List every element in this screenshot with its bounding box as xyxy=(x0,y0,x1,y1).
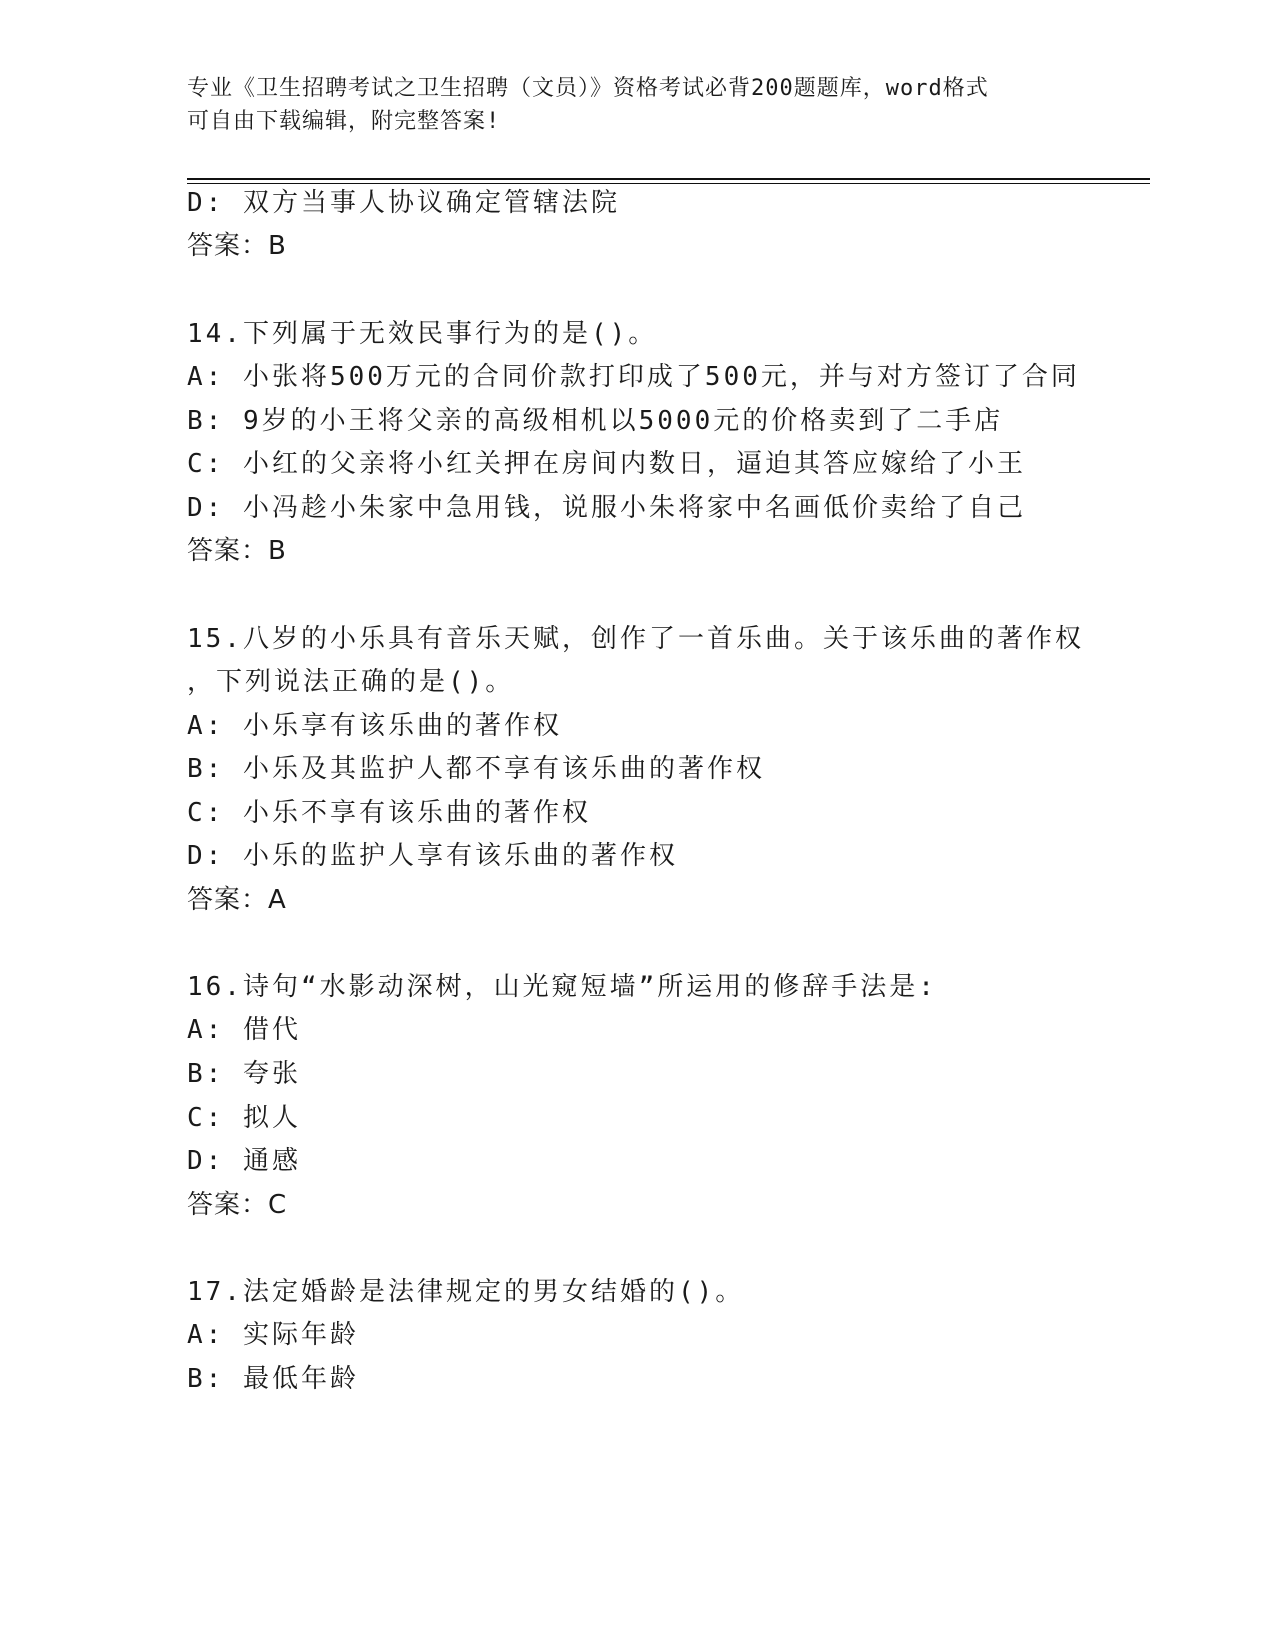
q14-option-b: B: 9岁的小王将父亲的高级相机以5000元的价格卖到了二手店 xyxy=(187,406,1004,436)
q16-option-c: C: 拟人 xyxy=(187,1103,301,1133)
q15-option-b: B: 小乐及其监护人都不享有该乐曲的著作权 xyxy=(187,754,765,784)
q16-option-b: B: 夸张 xyxy=(187,1059,301,1089)
q15-answer: 答案：A xyxy=(187,885,287,915)
q16-answer: 答案：C xyxy=(187,1190,288,1220)
carryover-option-d: D: 双方当事人协议确定管辖法院 xyxy=(187,188,620,218)
document-header xyxy=(187,72,1087,138)
q15-option-d: D: 小乐的监护人享有该乐曲的著作权 xyxy=(187,841,678,871)
q17-option-b: B: 最低年龄 xyxy=(187,1364,359,1394)
q15-stem-line-1: 15.八岁的小乐具有音乐天赋，创作了一首乐曲。关于该乐曲的著作权 xyxy=(187,624,1084,654)
q17-option-a: A: 实际年龄 xyxy=(187,1320,359,1350)
q14-option-a: A: 小张将500万元的合同价款打印成了500元，并与对方签订了合同 xyxy=(187,362,1080,392)
q15-option-a: A: 小乐享有该乐曲的著作权 xyxy=(187,711,562,741)
q17-stem: 17.法定婚龄是法律规定的男女结婚的()。 xyxy=(187,1277,745,1307)
q15-stem-line-2: ，下列说法正确的是()。 xyxy=(187,667,515,697)
q14-option-c: C: 小红的父亲将小红关押在房间内数日，逼迫其答应嫁给了小王 xyxy=(187,449,1026,479)
carryover-answer: 答案：B xyxy=(187,231,287,261)
q14-answer: 答案：B xyxy=(187,536,287,566)
q15-option-c: C: 小乐不享有该乐曲的著作权 xyxy=(187,798,591,828)
q14-stem: 14.下列属于无效民事行为的是()。 xyxy=(187,319,658,349)
header-line-2: 可自由下载编辑，附完整答案! xyxy=(187,109,501,134)
header-line-1: 专业《卫生招聘考试之卫生招聘（文员）》资格考试必背200题题库，word格式 xyxy=(187,76,989,101)
q14-option-d: D: 小冯趁小朱家中急用钱，说服小朱将家中名画低价卖给了自己 xyxy=(187,493,1026,523)
header-divider-thin xyxy=(187,183,1150,184)
q16-option-d: D: 通感 xyxy=(187,1146,301,1176)
q16-option-a: A: 借代 xyxy=(187,1015,301,1045)
header-divider-thick xyxy=(187,178,1150,180)
q16-stem: 16.诗句“水影动深树，山光窥短墙”所运用的修辞手法是: xyxy=(187,972,937,1002)
